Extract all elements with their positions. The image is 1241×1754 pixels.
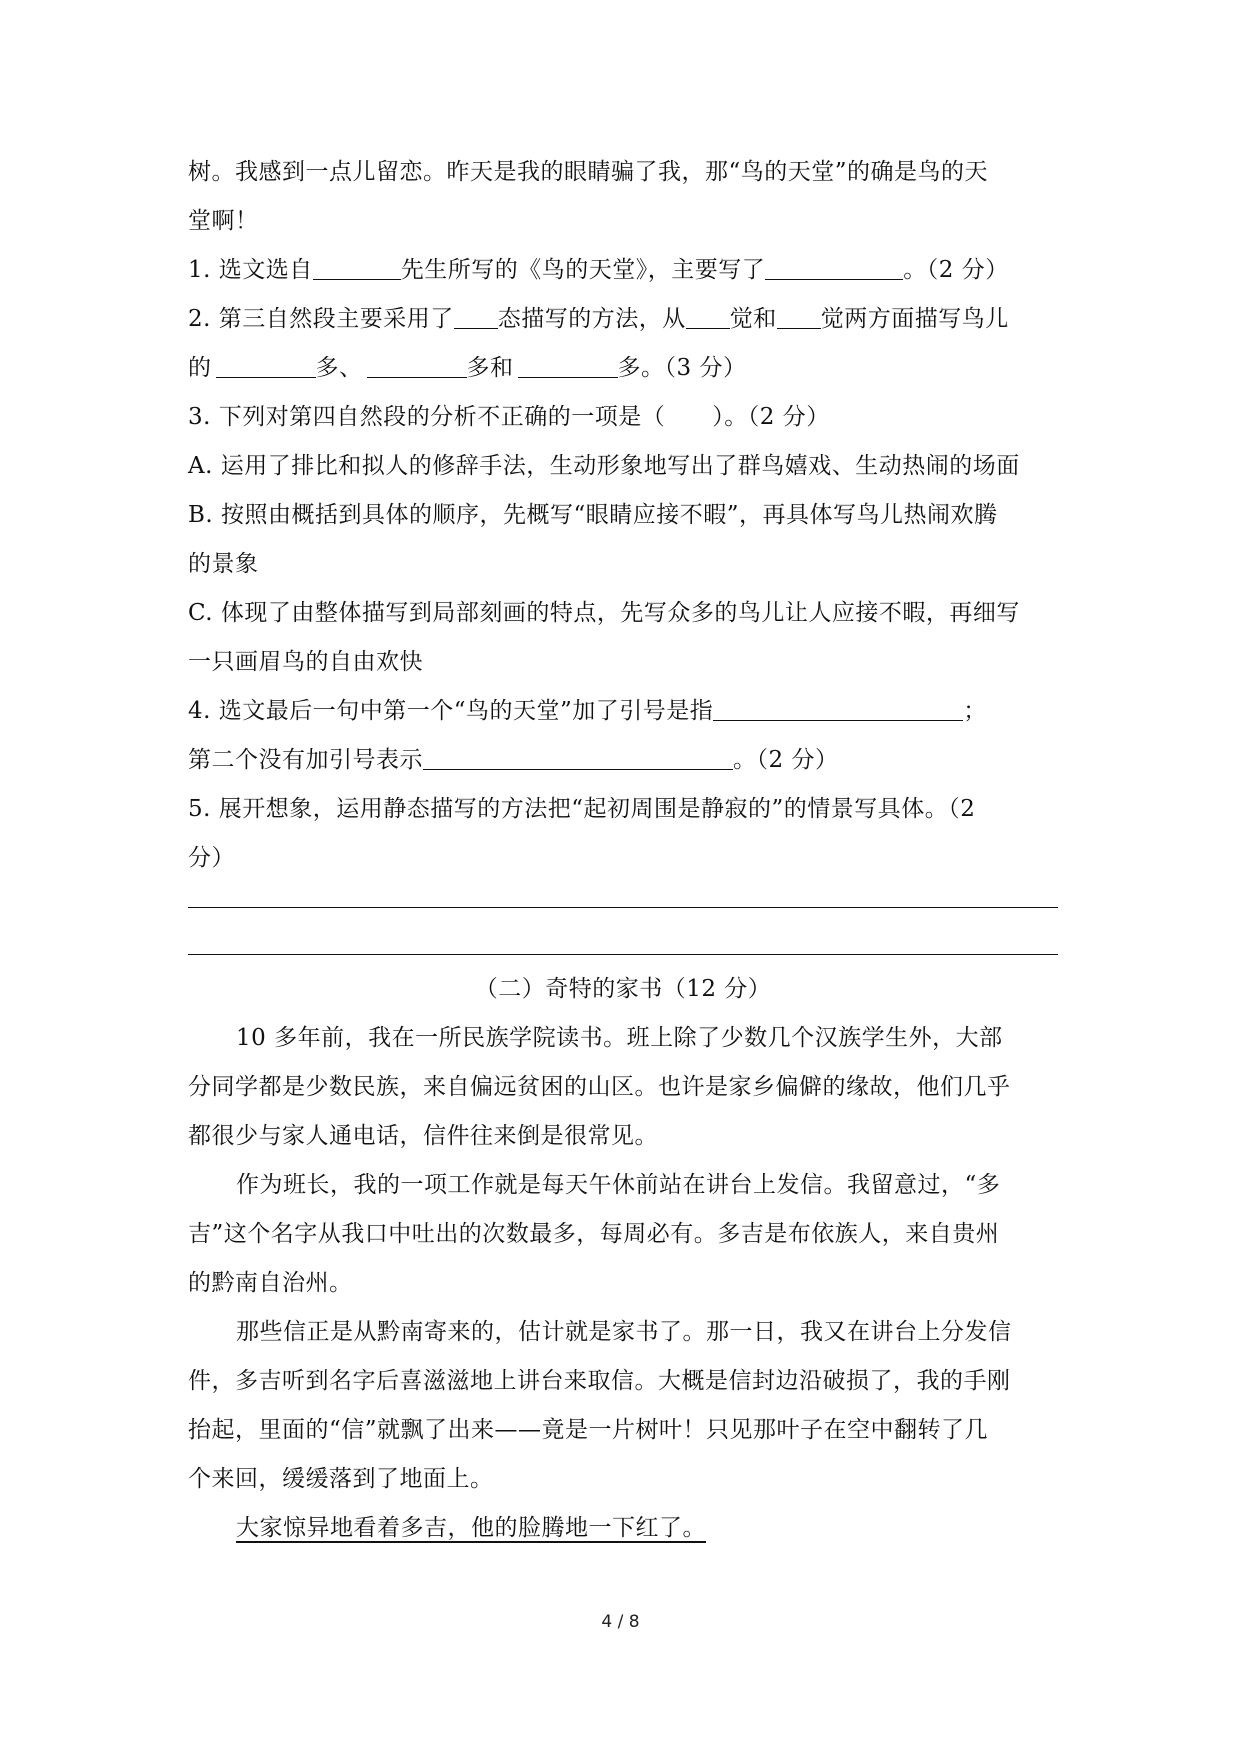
question-text: ； [963,698,987,724]
question-text: 2. 第三自然段主要采用了 [188,306,454,332]
option-b: B. 按照由概括到具体的顺序，先概写“眼睛应接不暇”，再具体写鸟儿热闹欢腾 [188,502,998,528]
question-text: 觉两方面描写鸟儿 [820,306,1009,332]
passage-line: 分同学都是少数民族，来自偏远贫困的山区。也许是家乡偏僻的缘故，他们几乎 [188,1074,1011,1100]
answer-blank[interactable] [423,743,733,770]
underlined-text: 大家惊异地看着多吉，他的脸腾地一下红了。 [236,1515,706,1541]
question-2-cont [188,344,1058,393]
question-text: 1. 选文选自 [188,257,313,283]
question-4-cont [188,736,1058,785]
answer-blank[interactable] [518,351,618,378]
question-3-stem: 3. 下列对第四自然段的分析不正确的一项是（ ）。（2 分） [188,404,830,430]
passage-line: 作为班长，我的一项工作就是每天午休前站在讲台上发信。我留意过，“多 [236,1172,1001,1198]
option-b-cont: 的景象 [188,551,259,577]
section-title: （二）奇特的家书（12 分） [474,976,772,1002]
question-text: 先生所写的《鸟的天堂》，主要写了 [400,257,766,283]
answer-blank[interactable] [313,253,401,280]
passage-line: 的黔南自治州。 [188,1270,353,1296]
question-2 [188,295,1058,344]
underlined-sentence [188,1504,1058,1553]
question-text: 第二个没有加引号表示 [188,747,423,773]
passage-line: 抬起，里面的“信”就飘了出来——竟是一片树叶！只见那叶子在空中翻转了几 [188,1417,989,1443]
passage-line: 10 多年前，我在一所民族学院读书。班上除了少数几个汉族学生外，大部 [236,1025,1003,1051]
passage-line: 个来回，缓缓落到了地面上。 [188,1466,494,1492]
answer-blank[interactable] [777,302,821,329]
question-text: 态描写的方法，从 [497,306,686,332]
passage-line: 树。我感到一点儿留恋。昨天是我的眼睛骗了我，那“鸟的天堂”的确是鸟的天 [188,159,989,185]
answer-blank[interactable] [765,253,903,280]
question-text: 的 [188,355,212,381]
question-4 [188,687,1058,736]
answer-blank[interactable] [713,694,963,721]
question-5-cont: 分） [188,845,235,871]
page-content [188,148,1058,1553]
question-text: 觉和 [729,306,777,332]
question-text: 多、 [315,355,363,381]
page-number: 4 / 8 [601,1612,640,1632]
passage-line: 件，多吉听到名字后喜滋滋地上讲台来取信。大概是信封边沿破损了，我的手刚 [188,1368,1011,1394]
answer-blank[interactable] [367,351,467,378]
question-5: 5. 展开想象，运用静态描写的方法把“起初周围是静寂的”的情景写具体。（2 [188,796,976,822]
option-a: A. 运用了排比和拟人的修辞手法，生动形象地写出了群鸟嬉戏、生动热闹的场面 [188,453,1020,479]
option-c-cont: 一只画眉鸟的自由欢快 [188,649,423,675]
passage-line: 那些信正是从黔南寄来的，估计就是家书了。那一日，我又在讲台上分发信 [236,1319,1012,1345]
question-text: 多。（3 分） [617,355,747,381]
passage-line: 堂啊！ [188,208,259,234]
question-text: 4. 选文最后一句中第一个“鸟的天堂”加了引号是指 [188,698,714,724]
answer-blank[interactable] [454,302,498,329]
passage-line: 都很少与家人通电话，信件往来倒是很常见。 [188,1123,658,1149]
question-text: 多和 [466,355,514,381]
question-text: 。（2 分） [733,747,839,773]
option-c: C. 体现了由整体描写到局部刻画的特点，先写众多的鸟儿让人应接不暇，再细写 [188,600,1020,626]
question-text: 。（2 分） [903,257,1009,283]
question-1 [188,246,1058,295]
answer-blank[interactable] [216,351,316,378]
passage-line: 吉”这个名字从我口中吐出的次数最多，每周必有。多吉是布依族人，来自贵州 [188,1221,1000,1247]
answer-blank[interactable] [686,302,730,329]
